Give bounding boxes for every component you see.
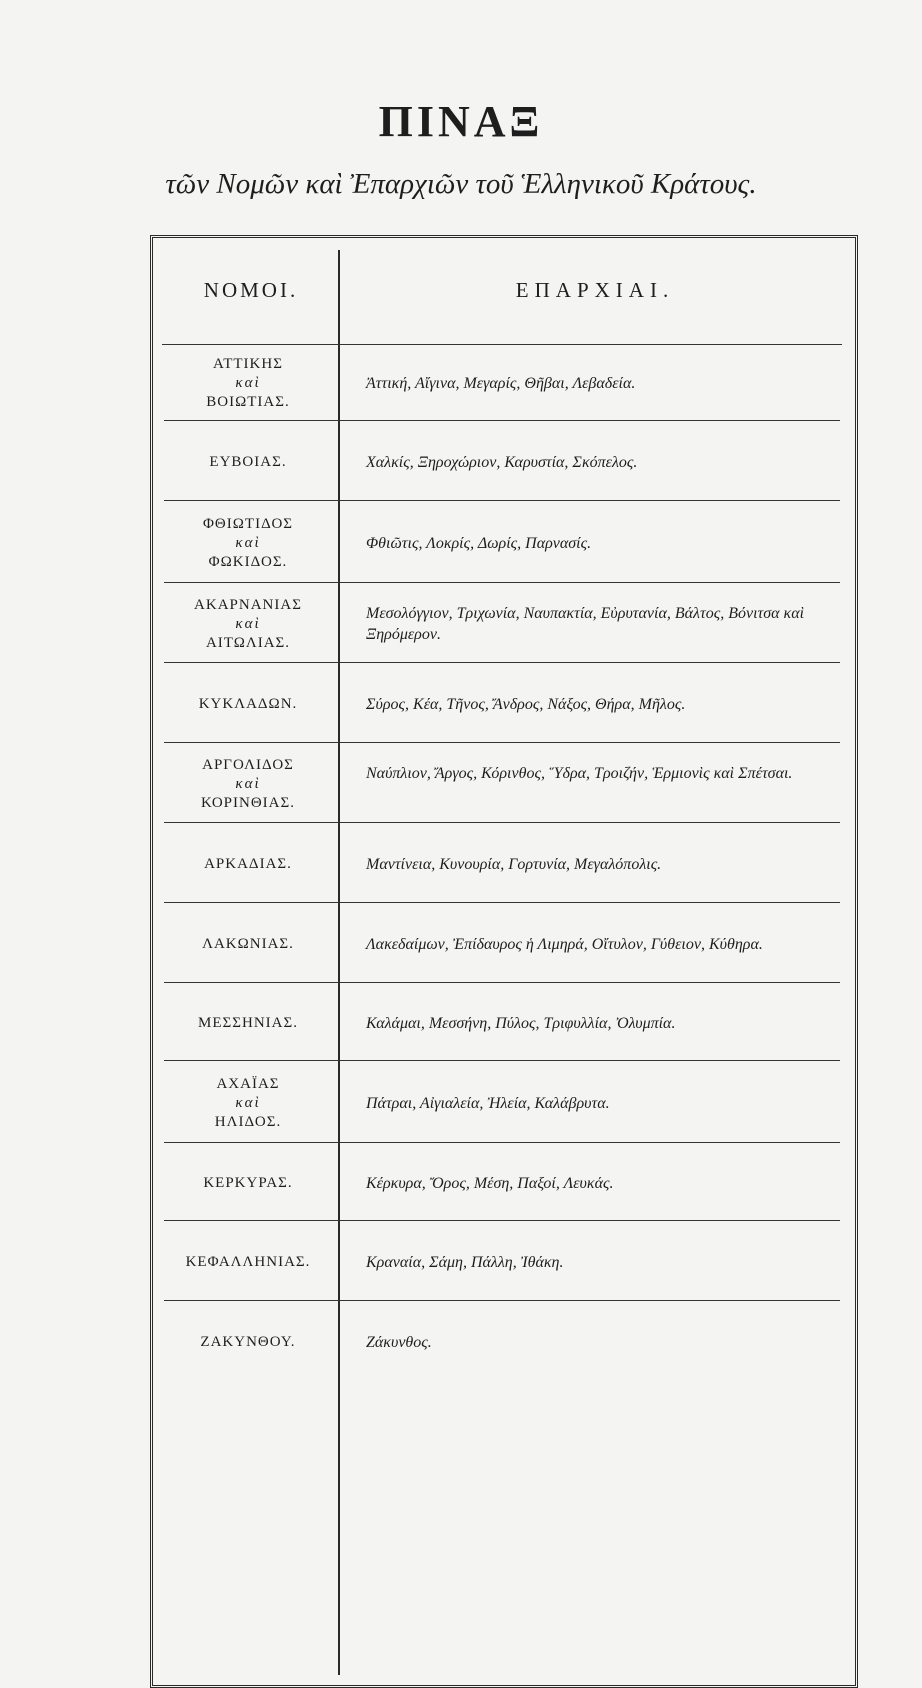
nomos-name: ΑΤΤΙΚΗΣ bbox=[213, 356, 283, 372]
nomos-name: ΑΡΚΑΔΙΑΣ. bbox=[204, 856, 292, 872]
row-separator bbox=[164, 902, 840, 903]
eparchies-cell: Κραναία, Σάμη, Πάλλη, Ἰθάκη. bbox=[366, 1254, 564, 1271]
nomos-cell bbox=[160, 596, 336, 653]
nomos-cell bbox=[160, 1174, 336, 1193]
table-row bbox=[160, 344, 850, 422]
eparchies-cell: Μαντίνεια, Κυνουρία, Γορτυνία, Μεγαλόπολις. bbox=[366, 856, 662, 873]
table-row bbox=[160, 1062, 850, 1144]
row-separator bbox=[164, 662, 840, 663]
eparchies-cell: Ἀττική, Αἴγινα, Μεγαρίς, Θῆβαι, Λεβαδεία. bbox=[366, 375, 636, 392]
nomos-cell bbox=[160, 1014, 336, 1033]
nomos-cell bbox=[160, 1253, 336, 1272]
page-subtitle: τῶν Νομῶν καὶ Ἐπαρχιῶν τοῦ Ἑλληνικοῦ Κράτους. bbox=[165, 168, 757, 200]
eparchies-cell: Χαλκίς, Ξηροχώριον, Καρυστία, Σκόπελος. bbox=[366, 454, 638, 471]
table-row bbox=[160, 422, 850, 502]
eparchies-cell: Σύρος, Κέα, Τῆνος, Ἄνδρος, Νάξος, Θήρα, Μῆλος. bbox=[366, 696, 686, 713]
nomos-name: ΜΕΣΣΗΝΙΑΣ. bbox=[198, 1015, 298, 1031]
nomos-name-second: ΚΟΡΙΝΘΙΑΣ. bbox=[201, 795, 295, 811]
nomos-name: ΛΑΚΩΝΙΑΣ. bbox=[202, 936, 294, 952]
table-row bbox=[160, 904, 850, 984]
table-row bbox=[160, 502, 850, 584]
page-title: ΠΙΝΑΞ bbox=[378, 97, 544, 146]
eparchies-cell: Καλάμαι, Μεσσήνη, Πύλος, Τριφυλλία, Ὀλυμπία. bbox=[366, 1015, 676, 1032]
row-separator bbox=[164, 742, 840, 743]
nomos-name: ΑΚΑΡΝΑΝΙΑΣ bbox=[194, 597, 302, 613]
row-separator bbox=[164, 582, 840, 583]
nomos-cell bbox=[160, 1333, 336, 1352]
eparchies-cell: Φθιῶτις, Λοκρίς, Δωρίς, Παρνασίς. bbox=[366, 535, 592, 552]
row-separator bbox=[164, 420, 840, 421]
nomos-conjunction: καὶ bbox=[235, 535, 261, 551]
table-row bbox=[160, 824, 850, 904]
row-separator bbox=[164, 500, 840, 501]
row-separator bbox=[164, 1220, 840, 1221]
row-separator bbox=[164, 1142, 840, 1143]
nomos-cell bbox=[160, 355, 336, 412]
eparchies-cell: Λακεδαίμων, Ἐπίδαυρος ἡ Λιμηρά, Οἴτυλον, Γύθειον, Κύθηρα. bbox=[366, 936, 763, 953]
eparchies-cell: Μεσολόγγιον, Τριχωνία, Ναυπακτία, Εὐρυτανία, Βάλτος, Βόνιτσα καὶ Ξηρόμερον. bbox=[366, 605, 805, 643]
nomos-cell bbox=[160, 756, 336, 813]
nomos-name-second: ΑΙΤΩΛΙΑΣ. bbox=[205, 635, 291, 651]
nomos-cell bbox=[160, 515, 336, 572]
column-header-nomoi: ΝΟΜΟΙ. bbox=[203, 278, 299, 302]
row-separator bbox=[164, 1300, 840, 1301]
eparchies-cell: Ζάκυνθος. bbox=[366, 1334, 432, 1351]
nomos-name: ΚΥΚΛΑΔΩΝ. bbox=[198, 696, 298, 712]
nomos-name: ΚΕΦΑΛΛΗΝΙΑΣ. bbox=[185, 1254, 311, 1270]
nomos-conjunction: καὶ bbox=[235, 776, 261, 792]
row-separator bbox=[164, 1060, 840, 1061]
table-row bbox=[160, 664, 850, 744]
table-row bbox=[160, 584, 850, 664]
nomos-cell bbox=[160, 935, 336, 954]
table-row bbox=[160, 984, 850, 1062]
nomos-name: ΦΘΙΩΤΙΔΟΣ bbox=[202, 516, 294, 532]
row-separator bbox=[164, 822, 840, 823]
nomos-conjunction: καὶ bbox=[235, 616, 261, 632]
nomos-name-second: ΦΩΚΙΔΟΣ. bbox=[208, 554, 288, 570]
nomos-name: ΕΥΒΟΙΑΣ. bbox=[209, 454, 287, 470]
eparchies-cell: Κέρκυρα, Ὄρος, Μέση, Παξοί, Λευκάς. bbox=[366, 1175, 614, 1192]
nomos-name: ΑΧΑΪΑΣ bbox=[216, 1076, 280, 1092]
nomos-name-second: ΒΟΙΩΤΙΑΣ. bbox=[206, 394, 290, 410]
nomos-cell bbox=[160, 453, 336, 472]
nomos-conjunction: καὶ bbox=[235, 375, 261, 391]
table-row bbox=[160, 1302, 850, 1382]
nomos-name: ΚΕΡΚΥΡΑΣ. bbox=[203, 1175, 293, 1191]
table-row bbox=[160, 1222, 850, 1302]
row-separator bbox=[164, 982, 840, 983]
table-row bbox=[160, 744, 850, 824]
nomos-cell bbox=[160, 1075, 336, 1132]
table-row bbox=[160, 1144, 850, 1222]
nomos-cell bbox=[160, 855, 336, 874]
nomos-name: ΖΑΚΥΝΘΟΥ. bbox=[200, 1334, 296, 1350]
eparchies-cell: Πάτραι, Αἰγιαλεία, Ἠλεία, Καλάβρυτα. bbox=[366, 1095, 610, 1112]
nomos-conjunction: καὶ bbox=[235, 1095, 261, 1111]
column-header-eparchiai: ΕΠΑΡΧΙΑΙ. bbox=[515, 278, 675, 302]
nomos-name: ΑΡΓΟΛΙΔΟΣ bbox=[202, 757, 294, 773]
eparchies-cell: Ναύπλιον, Ἄργος, Κόρινθος, Ὕδρα, Τροιζήν, Ἑρμιονὶς καὶ Σπέτσαι. bbox=[366, 765, 793, 782]
nomos-name-second: ΗΛΙΔΟΣ. bbox=[214, 1114, 282, 1130]
nomos-cell bbox=[160, 695, 336, 714]
